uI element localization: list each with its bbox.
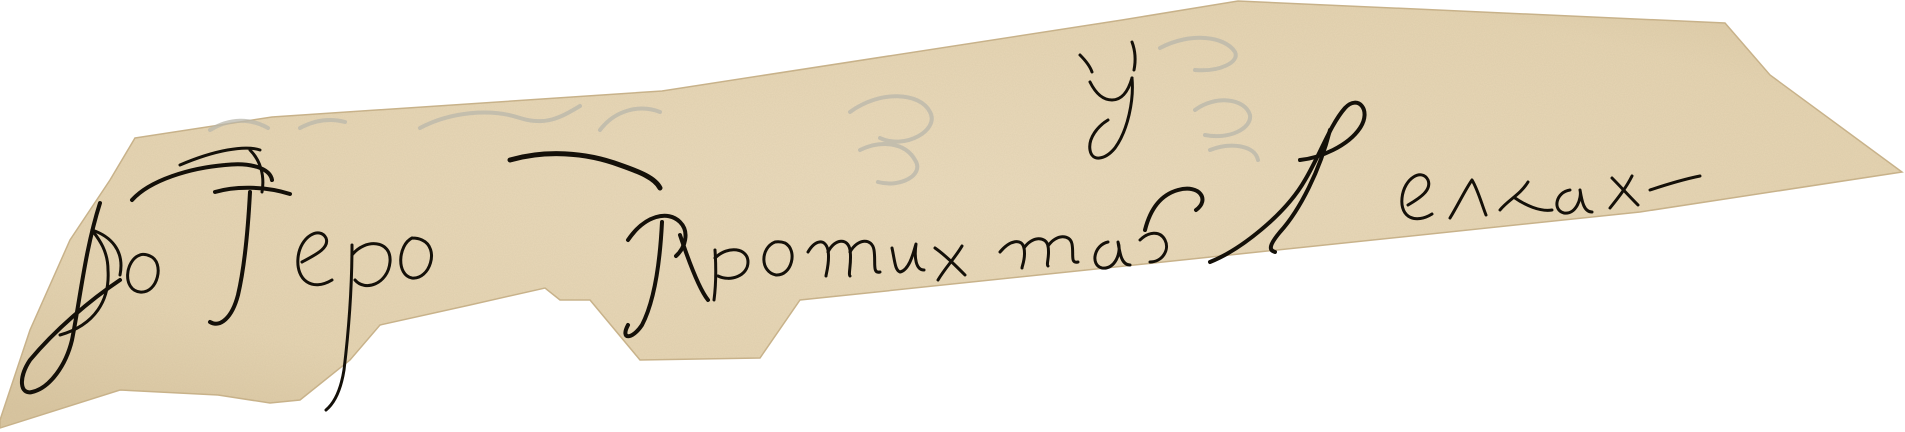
handwriting-transcription: До Геро[й] протих[х] тарелках (0, 0, 17, 1)
paper-fragment (0, 1, 1902, 428)
